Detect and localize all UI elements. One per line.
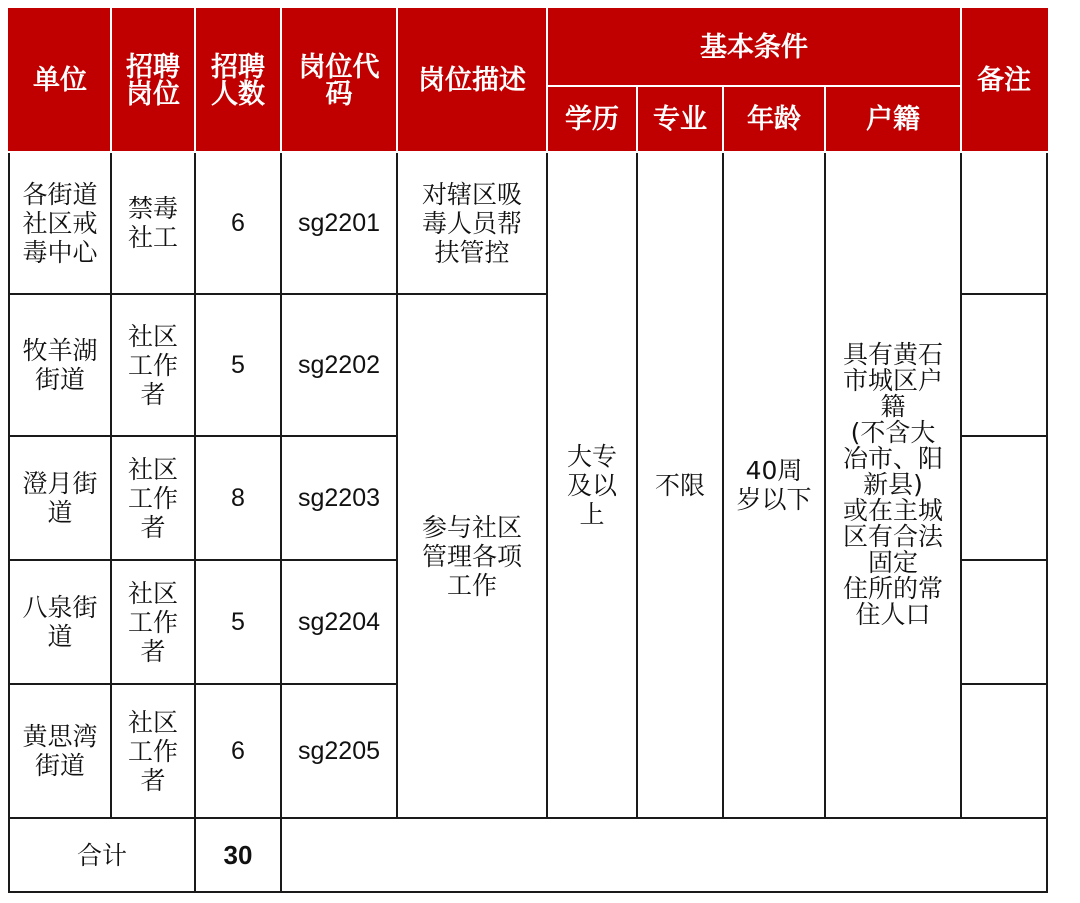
cell-position: 社区 工作 者: [111, 294, 195, 436]
cell-position: 社区 工作 者: [111, 684, 195, 818]
cell-unit: 澄月街 道: [9, 436, 111, 560]
cell-count: 8: [195, 436, 281, 560]
header-household: 户籍: [825, 86, 961, 152]
cell-count: 6: [195, 152, 281, 294]
cell-age: 40周 岁以下: [723, 152, 825, 818]
cell-education: 大专 及以 上: [547, 152, 637, 818]
cell-code: sg2202: [281, 294, 397, 436]
table-row: [9, 152, 1047, 294]
header-unit: 单位: [9, 9, 111, 152]
header-remarks: 备注: [961, 9, 1047, 152]
recruitment-table-wrapper: [8, 8, 1048, 893]
cell-unit: 黄思湾 街道: [9, 684, 111, 818]
header-age: 年龄: [723, 86, 825, 152]
cell-major: 不限: [637, 152, 723, 818]
cell-description: 对辖区吸 毒人员帮 扶管控: [397, 152, 547, 294]
cell-code: sg2201: [281, 152, 397, 294]
cell-count: 6: [195, 684, 281, 818]
cell-position: 禁毒 社工: [111, 152, 195, 294]
total-row: [9, 818, 1047, 892]
header-position: 招聘 岗位: [111, 9, 195, 152]
cell-unit: 各街道 社区戒 毒中心: [9, 152, 111, 294]
cell-code: sg2204: [281, 560, 397, 684]
cell-count: 5: [195, 294, 281, 436]
cell-position: 社区 工作 者: [111, 560, 195, 684]
cell-description-shared: 参与社区 管理各项 工作: [397, 294, 547, 818]
cell-position: 社区 工作 者: [111, 436, 195, 560]
header-major: 专业: [637, 86, 723, 152]
cell-remark: [961, 684, 1047, 818]
total-value: 30: [195, 818, 281, 892]
header-row-1: [9, 9, 1047, 86]
cell-unit: 牧羊湖 街道: [9, 294, 111, 436]
cell-household: 具有黄石 市城区户 籍 (不含大 冶市、阳 新县) 或在主城 区有合法 固定 住所的常 住人口: [825, 152, 961, 818]
cell-code: sg2203: [281, 436, 397, 560]
header-code: 岗位代 码: [281, 9, 397, 152]
recruitment-table: [8, 8, 1048, 893]
cell-remark: [961, 294, 1047, 436]
total-label: 合计: [9, 818, 195, 892]
cell-remark: [961, 436, 1047, 560]
cell-count: 5: [195, 560, 281, 684]
header-description: 岗位描述: [397, 9, 547, 152]
header-count: 招聘 人数: [195, 9, 281, 152]
cell-remark: [961, 560, 1047, 684]
header-education: 学历: [547, 86, 637, 152]
cell-code: sg2205: [281, 684, 397, 818]
cell-unit: 八泉街 道: [9, 560, 111, 684]
cell-remark: [961, 152, 1047, 294]
total-empty: [281, 818, 1047, 892]
header-basic-conditions: 基本条件: [547, 9, 961, 86]
